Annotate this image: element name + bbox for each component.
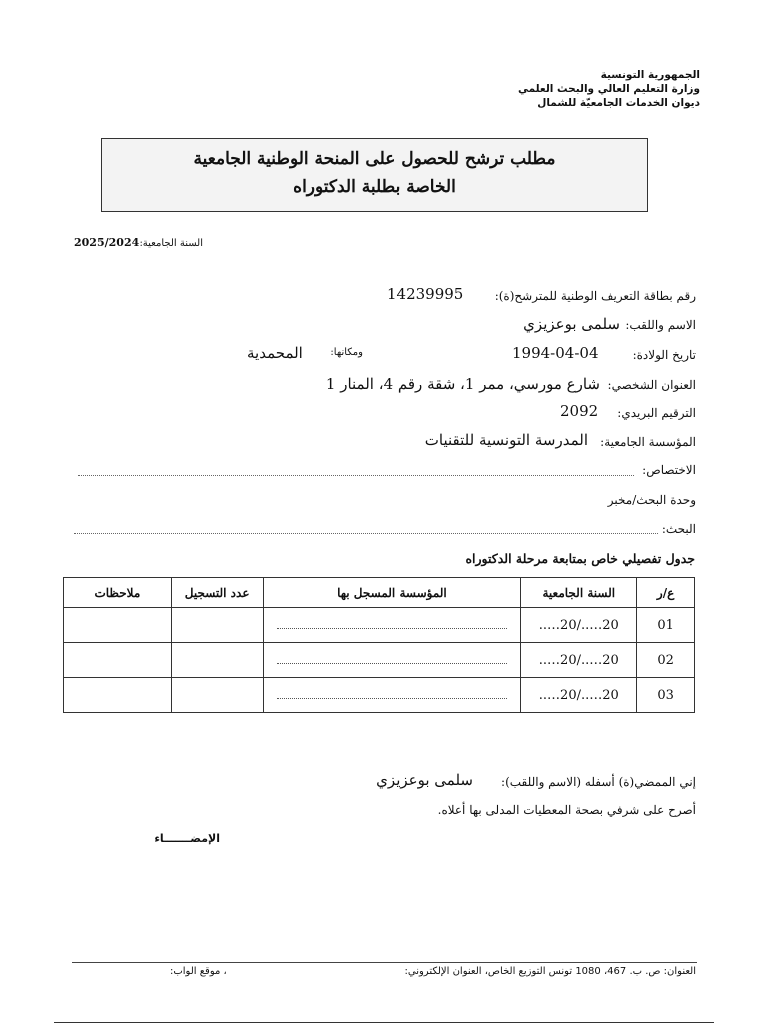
col-header-notes: ملاحظات bbox=[64, 578, 172, 608]
col-header-institution: المؤسسة المسجل بها bbox=[263, 578, 521, 608]
declaration-label: إني الممضي(ة) أسفله (الاسم واللقب): bbox=[501, 775, 696, 789]
table-row bbox=[64, 678, 695, 713]
row-number: 01 bbox=[637, 608, 695, 643]
institution-value: المدرسة التونسية للتقنيات bbox=[424, 431, 588, 449]
header-line-1: الجمهورية التونسية bbox=[600, 69, 700, 81]
name-value: سلمى بوعزيزي bbox=[523, 315, 620, 333]
postal-value: 2092 bbox=[560, 402, 599, 420]
ministry-header bbox=[440, 68, 700, 110]
row-registration bbox=[171, 608, 263, 643]
address-value: شارع مورسي، ممر 1، شقة رقم 4، المنار 1 bbox=[325, 375, 600, 393]
declaration-name: سلمى بوعزيزي bbox=[376, 771, 473, 789]
table-row bbox=[64, 643, 695, 678]
pob-value: المحمدية bbox=[247, 344, 303, 362]
row-notes bbox=[64, 678, 172, 713]
title-box bbox=[101, 138, 648, 212]
header-line-3: ديوان الخدمات الجامعيّة للشمال bbox=[537, 97, 700, 109]
title-line-2: الخاصة بطلبة الدكتوراه bbox=[293, 177, 456, 197]
address-label: العنوان الشخصي: bbox=[607, 378, 696, 392]
footer-website: ، موقع الواب: bbox=[170, 966, 227, 977]
bottom-divider bbox=[54, 1022, 714, 1023]
specialty-dots bbox=[78, 474, 634, 476]
signature-label: الإمضـــــــاء bbox=[154, 832, 220, 845]
declaration-text: أصرح على شرفي بصحة المعطيات المدلى بها أعلاه. bbox=[437, 803, 696, 817]
footer-divider bbox=[72, 962, 697, 963]
doctorate-table bbox=[63, 577, 695, 713]
row-institution bbox=[263, 608, 521, 643]
dob-label: تاريخ الولادة: bbox=[632, 348, 696, 362]
table-subtitle: جدول تفصيلي خاص بمتابعة مرحلة الدكتوراه bbox=[465, 551, 695, 566]
institution-label: المؤسسة الجامعية: bbox=[600, 435, 696, 449]
academic-year-label: السنة الجامعية: bbox=[139, 238, 203, 249]
row-institution bbox=[263, 643, 521, 678]
table-row bbox=[64, 608, 695, 643]
row-institution bbox=[263, 678, 521, 713]
header-line-2: وزارة التعليم العالي والبحث العلمي bbox=[517, 83, 700, 95]
row-notes bbox=[64, 643, 172, 678]
row-registration bbox=[171, 643, 263, 678]
row-number: 02 bbox=[637, 643, 695, 678]
row-year: 20…../20….. bbox=[521, 678, 637, 713]
row-registration bbox=[171, 678, 263, 713]
row-year: 20…../20….. bbox=[521, 643, 637, 678]
academic-year-value: 2025/2024 bbox=[74, 236, 140, 249]
pob-label: ومكانها: bbox=[330, 347, 363, 358]
row-number: 03 bbox=[637, 678, 695, 713]
col-header-registration: عدد التسجيل bbox=[171, 578, 263, 608]
row-notes bbox=[64, 608, 172, 643]
lab-label: وحدة البحث/مخبر bbox=[607, 493, 696, 507]
col-header-year: السنة الجامعية bbox=[521, 578, 637, 608]
postal-label: الترقيم البريدي: bbox=[617, 406, 696, 420]
table-header-row bbox=[64, 578, 695, 608]
dotted-line bbox=[277, 620, 507, 629]
research-dots bbox=[74, 532, 658, 534]
name-label: الاسم واللقب: bbox=[625, 318, 696, 332]
dotted-line bbox=[277, 690, 507, 699]
title-line-1: مطلب ترشح للحصول على المنحة الوطنية الجامعية bbox=[193, 149, 556, 169]
dotted-line bbox=[277, 655, 507, 664]
cin-value: 14239995 bbox=[387, 285, 464, 303]
specialty-label: الاختصاص: bbox=[642, 463, 696, 477]
cin-label: رقم بطاقة التعريف الوطنية للمترشح(ة): bbox=[494, 289, 696, 303]
research-label: البحث: bbox=[661, 522, 696, 536]
row-year: 20…../20….. bbox=[521, 608, 637, 643]
dob-value: 1994-04-04 bbox=[512, 344, 599, 362]
col-header-number: ع/ر bbox=[637, 578, 695, 608]
footer-address: العنوان: ص. ب. 467، 1080 تونس التوزيع الخاص، العنوان الإلكتروني: bbox=[404, 966, 696, 977]
